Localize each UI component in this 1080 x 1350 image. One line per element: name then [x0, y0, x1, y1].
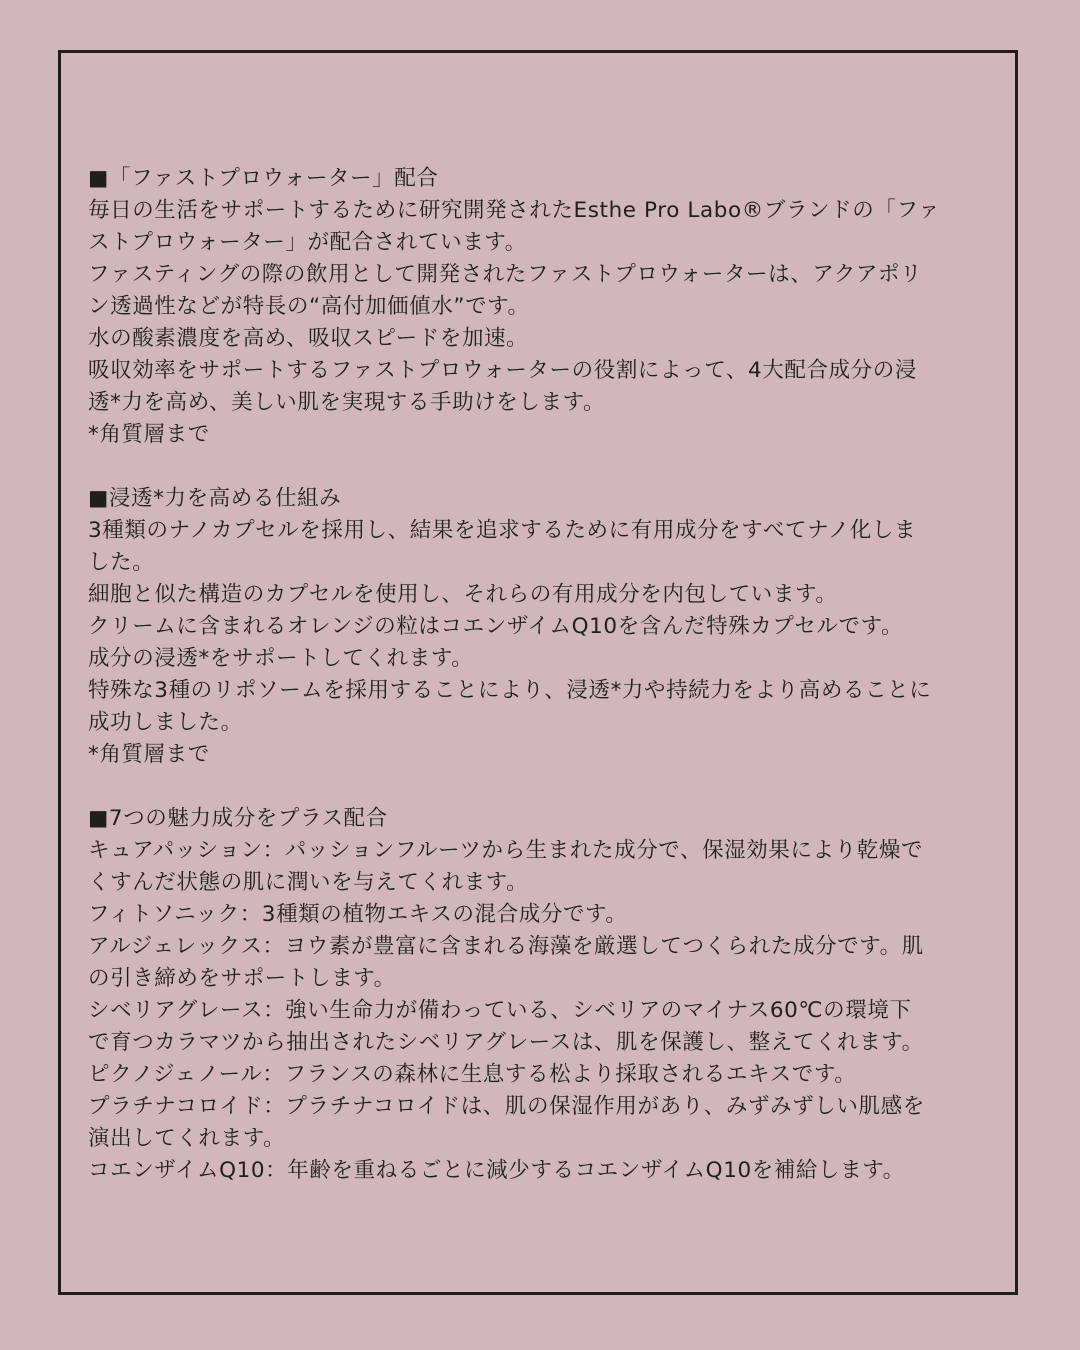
text-line: 細胞と似た構造のカプセルを使用し、それらの有用成分を内包しています。: [88, 582, 838, 607]
section-heading: ■7つの魅力成分をプラス配合: [88, 806, 388, 831]
text-line: 成分の浸透*をサポートしてくれます。: [88, 646, 474, 671]
text-line: キュアパッション：パッションフルーツから生まれた成分で、保湿効果により乾燥で: [88, 838, 924, 863]
text-line: 透*力を高め、美しい肌を実現する手助けをします。: [88, 390, 606, 415]
text-line: アルジェレックス：ヨウ素が豊富に含まれる海藻を厳選してつくられた成分です。肌: [88, 934, 924, 959]
text-line: プラチナコロイド：プラチナコロイドは、肌の保湿作用があり、みずみずしい肌感を: [88, 1094, 925, 1119]
text-line: の引き締めをサポートします。: [88, 966, 396, 991]
section-spacer: [88, 771, 998, 803]
section-heading: ■「ファストプロウォーター」配合: [88, 166, 439, 191]
text-line: ファスティングの際の飲用として開発されたファストプロウォーターは、アクアポリ: [88, 262, 923, 287]
text-line: で育つカラマツから抽出されたシベリアグレースは、肌を保護し、整えてくれます。: [88, 1030, 924, 1055]
text-line: 水の酸素濃度を高め、吸収スピードを加速。: [88, 326, 529, 351]
text-line: 成功しました。: [88, 710, 243, 735]
footnote: *角質層まで: [88, 422, 210, 447]
text-line: 3種類のナノカプセルを採用し、結果を追求するために有用成分をすべてナノ化しま: [88, 518, 917, 543]
footnote: *角質層まで: [88, 742, 210, 767]
text-line: くすんだ状態の肌に潤いを与えてくれます。: [88, 870, 529, 895]
text-line: コエンザイムQ10：年齢を重ねるごとに減少するコエンザイムQ10を補給します。: [88, 1158, 905, 1183]
document-body: [88, 163, 998, 1187]
text-line: 吸収効率をサポートするファストプロウォーターの役割によって、4大配合成分の浸: [88, 358, 917, 383]
text-line: クリームに含まれるオレンジの粒はコエンザイムQ10を含んだ特殊カプセルです。: [88, 614, 904, 639]
text-line: フィトソニック：3種類の植物エキスの混合成分です。: [88, 902, 628, 927]
text-line: ストプロウォーター」が配合されています。: [88, 230, 527, 255]
text-line: した。: [88, 550, 155, 575]
text-line: ピクノジェノール：フランスの森林に生息する松より採取されるエキスです。: [88, 1062, 857, 1087]
section-seven-ingredients: [88, 803, 998, 1187]
section-spacer: [88, 451, 998, 483]
text-line: シベリアグレース：強い生命力が備わっている、シベリアのマイナス60℃の環境下: [88, 998, 912, 1023]
text-line: ン透過性などが特長の“高付加価値水”です。: [88, 294, 530, 319]
text-line: 特殊な3種のリポソームを採用することにより、浸透*力や持続力をより高めることに: [88, 678, 932, 703]
section-penetration-mechanism: [88, 483, 998, 771]
text-line: 毎日の生活をサポートするために研究開発されたEsthe Pro Labo®ブランドの「ファ: [88, 198, 941, 223]
section-heading: ■浸透*力を高める仕組み: [88, 486, 342, 511]
section-fastpro-water: [88, 163, 998, 451]
text-line: 演出してくれます。: [88, 1126, 286, 1151]
